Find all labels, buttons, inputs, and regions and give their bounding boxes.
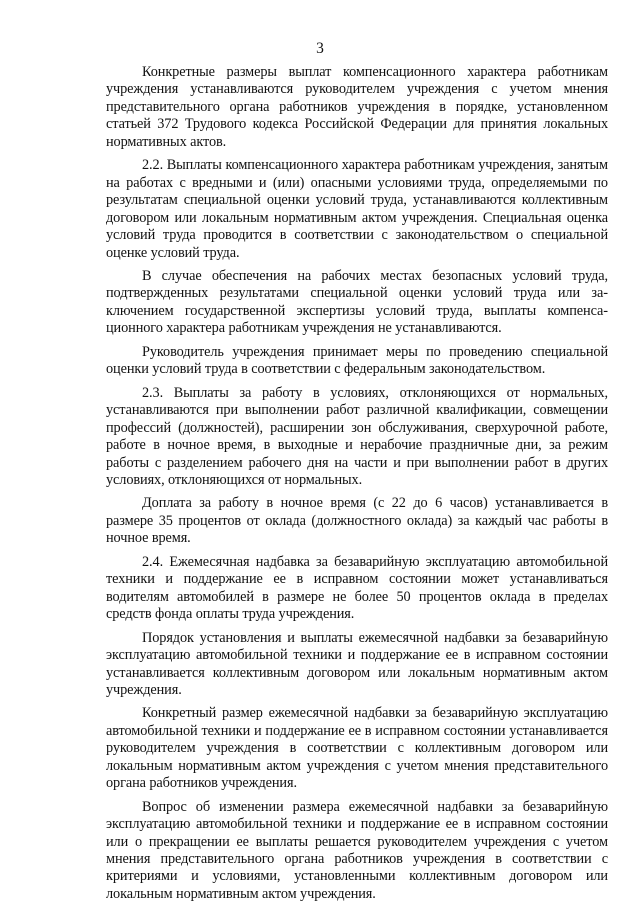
paragraph-bonus-amount: Конкретный размер ежемесячной надбавки за безаварийную эксплуатацию автомобильной техники и поддержание ее в исправном состоянии устанавливается руководителем учреждения в соответствии с коллективным договором или локальным нормативным актом учреждения с учетом мнения представительного органа работников учреждения. — [106, 705, 608, 792]
document-body — [106, 64, 608, 907]
paragraph-night-work: Доплата за работу в ночное время (с 22 до 6 часов) устанавливается в размере 35 процентов от оклада (должностного оклада) за каждый час работы в ночное время. — [106, 495, 608, 547]
paragraph-2-3-abnormal-conditions: 2.3. Выплаты за работу в условиях, отклоняющихся от нормальных, устанавливаются при выполнении работ различной квалификации, совмещении профессий (должностей), расширении зон обслуживания, сверхурочной работе, работе в ночное время, в выходные и нерабочие праздничные дни, за режим работы с разделением рабочего дня на части и при выполнении работ в других условиях, отклоняющихся от нормальных. — [106, 384, 608, 488]
paragraph-safe-conditions: В случае обеспечения на рабочих местах безопасных условий труда, подтвержденных результатами специальной оценки условий труда или заключением государственной экспертизы условий труда, выплаты компенсационного характера работникам учреждения не устанавливаются. — [106, 267, 608, 337]
paragraph-bonus-change: Вопрос об изменении размера ежемесячной надбавки за безаварийную эксплуатацию автомобильной техники и поддержание ее в исправном состоянии или о прекращении ее выплаты решается руководителем учреждения с учетом мнения представительного органа работников учреждения в соответствии с критериями и условиями, установленными коллективным договором или локальным нормативным актом учреждения. — [106, 798, 608, 902]
paragraph-bonus-procedure: Порядок установления и выплаты ежемесячной надбавки за безаварийную эксплуатацию автомобильной техники и поддержание ее в исправном состоянии устанавливается коллективным договором или локальным нормативным актом учреждения. — [106, 629, 608, 698]
paragraph-2-2-hazardous-work: 2.2. Выплаты компенсационного характера работникам учреждения, занятым на работах с вредными и (или) опасными условиями труда, определяемыми по результатам специальной оценки условий труда, устанавливаются коллективным договором или локальным нормативным актом учреждения. Специальная оценка условий труда проводится в соответствии с законодательством о специальной оценке условий труда. — [106, 157, 608, 261]
page-number: 3 — [316, 40, 324, 57]
paragraph-2-4-vehicle-bonus: 2.4. Ежемесячная надбавка за безаварийную эксплуатацию автомобильной техники и поддержание ее в исправном состоянии может устанавливаться водителям автомобилей в размере не более 50 процентов оклада в пределах средств фонда оплаты труда учреждения. — [106, 553, 608, 623]
paragraph-special-assessment: Руководитель учреждения принимает меры по проведению специальной оценки условий труда в соответствии с федеральным законодательством. — [106, 343, 608, 378]
paragraph-compensation-amounts: Конкретные размеры выплат компенсационного характера работникам учреждения устанавливаются руководителем учреждения с учетом мнения представительного органа работников учреждения в порядке, установленном статьей 372 Трудового кодекса Российской Федерации для принятия локальных нормативных актов. — [106, 64, 608, 150]
